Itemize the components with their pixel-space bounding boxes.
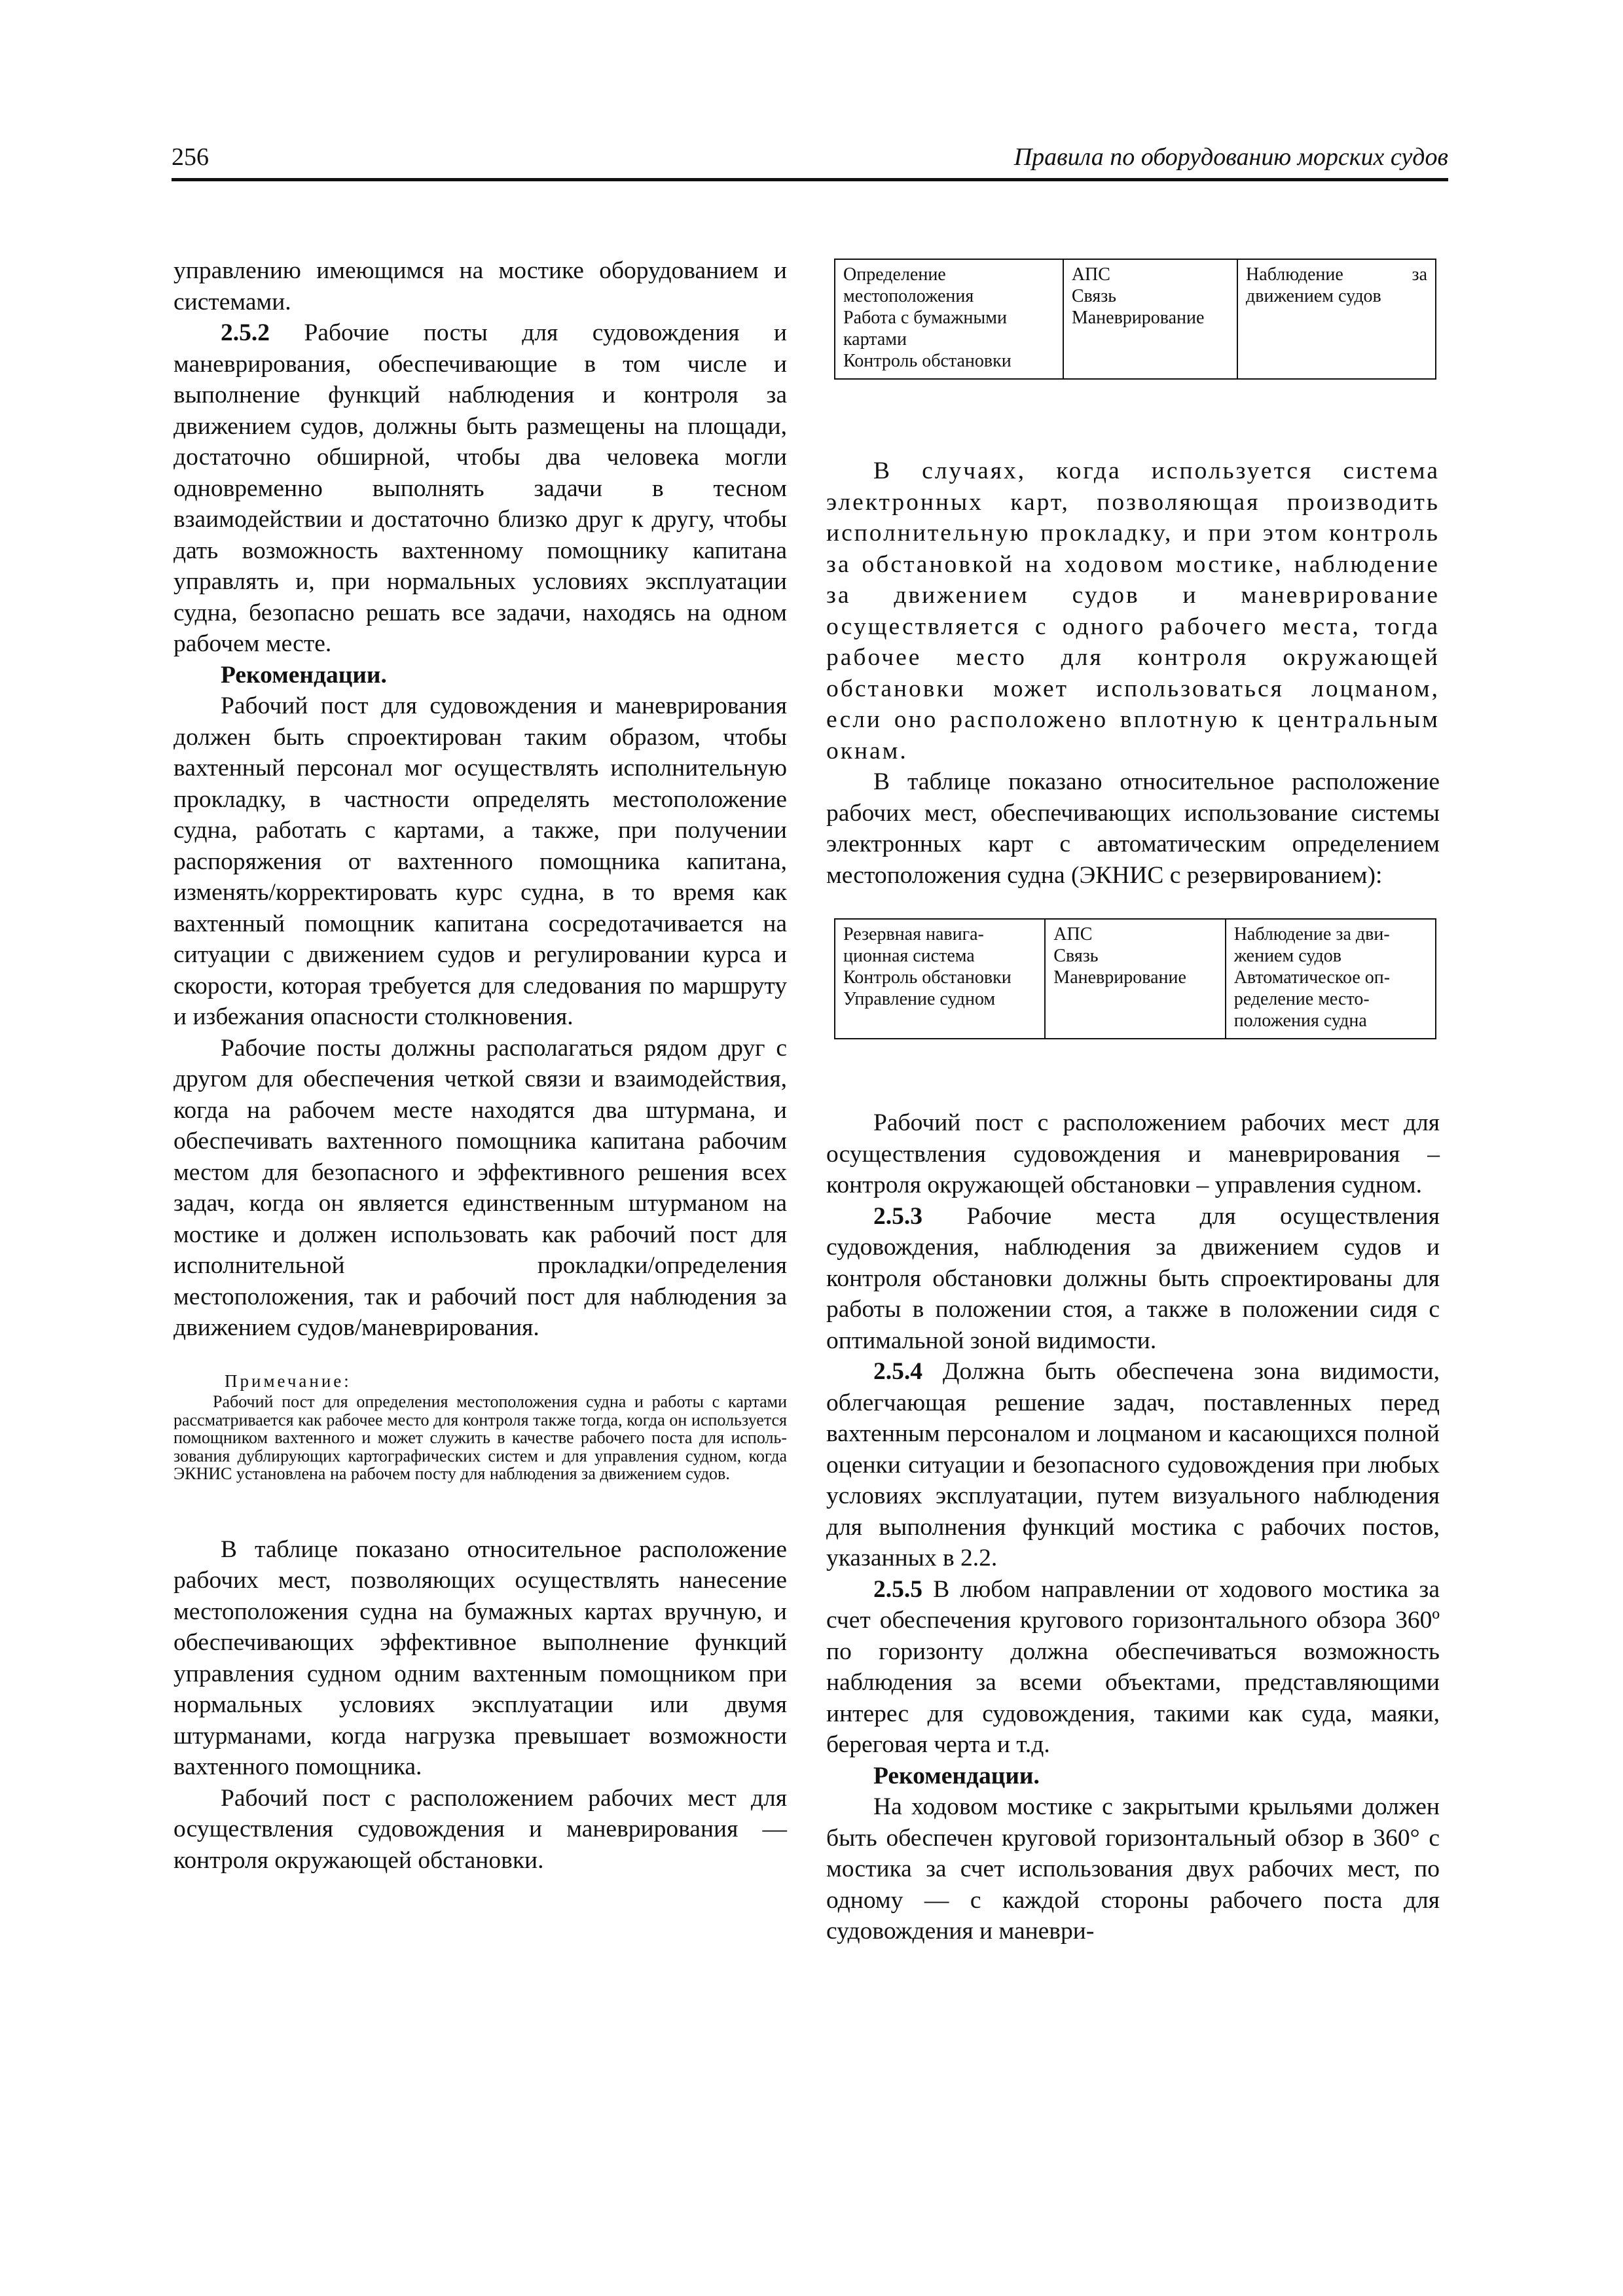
spacer xyxy=(826,380,1440,456)
paragraph-2-5-5 xyxy=(826,1574,1440,1761)
cell-line: Управление судном xyxy=(843,989,996,1009)
spacer xyxy=(826,1039,1440,1107)
right-column xyxy=(826,255,1440,1947)
paragraph: Рабочий пост с расположением рабочих мест для осуществления судовождения и маневрирования — контроля окружающей обстановки. xyxy=(173,1784,787,1874)
paragraph: В таблице показано относительное расположение рабочих мест, позволяющих осуществлять нанесение местоположения судна на бумажных картах вручную, и обеспечивающих эффективное выполнение функций управления судном одним вахтенным помощником при нормальных условиях эксплуатации или двумя штурманами, когда нагрузка превышает возможности вахтенного помощника. xyxy=(173,1535,787,1780)
paragraph-2-5-4 xyxy=(826,1356,1440,1574)
cell-line: Наблюдение за xyxy=(1246,264,1427,285)
cell-line: положения судна xyxy=(1233,1011,1367,1031)
workstation-table-ecdis xyxy=(834,918,1436,1039)
cell-line: Автоматическое оп- xyxy=(1233,967,1391,988)
paragraph-text: В любом направлении от ходового мостика за счет обеспечения кругового горизонтального обзора 360º по горизонту должна обеспечиваться возможность наблюдения за всеми объектами, представляющими интерес для судовождения, такими как суда, маяки, береговая черта и т.д. xyxy=(826,1575,1440,1758)
page-number: 256 xyxy=(172,143,209,171)
cell-line: Наблюдение за дви- xyxy=(1233,924,1390,944)
cell-line: Резервная навига- xyxy=(843,924,984,944)
paragraph-2-5-3 xyxy=(826,1201,1440,1357)
cell-line: Связь xyxy=(1071,286,1117,306)
paragraph-text: Рабочие места для осуществления судовождения, наблюдения за движением судов и контроля обстановки должны быть спроектированы для работы в положении стоя, а также в положении сидя с оптимальной зоной видимости. xyxy=(826,1202,1440,1354)
page-header xyxy=(172,143,1448,183)
section-number: 2.5.4 xyxy=(873,1358,922,1385)
paragraph: Рабочий пост с расположением рабочих мест для осуществления судовождения и маневрирования – контроля окружающей обстановки – управления судном. xyxy=(826,1109,1440,1198)
cell-line: местоположения xyxy=(843,286,974,306)
paragraph: управлению имеющимся на мостике оборудованием и системами. xyxy=(173,257,787,315)
section-number: 2.5.2 xyxy=(221,319,270,346)
recommendations-heading: Рекомендации. xyxy=(873,1762,1040,1789)
header-rule xyxy=(172,178,1448,181)
section-number: 2.5.5 xyxy=(873,1575,922,1603)
table-cell xyxy=(1237,259,1436,379)
table-cell xyxy=(1063,259,1237,379)
cell-line: движением судов xyxy=(1246,286,1381,306)
paragraph: Рабочий пост для судовождения и маневрирования должен быть спроектирован таким образом, чтобы вахтенный персонал мог осуществлять исполнительную прокладку, в частности определять местоположение судна, работать с картами, а также, при получении распоряжения от вахтенного помощника капитана, изменять/корректировать курс судна, в то время как вахтенный помощник капитана сосредотачивается на ситуации с движением судов и регулировании курса и скорости, которая требуется для следования по маршруту и избежания опасности столкновения. xyxy=(173,692,787,1030)
paragraph-text: Рабочие посты для судовождения и маневрирования, обеспечивающие в том числе и выполнение функций наблюдения и контроля за движением судов, должны быть размещены на площади, достаточно обширной, чтобы два человека могли одновременно выполнять задачи в тесном взаимодействии и достаточно близко друг к другу, чтобы дать возможность вахтенному помощнику капитана управлять и, при нормальных условиях эксплуатации судна, безопасно решать все задачи, находясь на одном рабочем месте. xyxy=(173,319,787,657)
table-cell xyxy=(1226,919,1436,1039)
recommendations-heading: Рекомендации. xyxy=(221,661,387,689)
cell-line: Контроль обстановки xyxy=(843,967,1012,988)
paragraph: Рабочие посты должны располагаться рядом друг с другом для обеспечения четкой связи и взаимодействия, когда на рабочем месте находятся два штурмана, и обеспечивать вахтенного помощника капитана рабочим местом для безопасного и эффективного решения всех задач, когда он является единственным штурманом на мостике и должен использовать как рабочий пост для исполнительной прокладки/определения местоположения, так и рабочий пост для наблюдения за движением судов/маневрирования. xyxy=(173,1034,787,1341)
paragraph: В случаях, когда используется система электронных карт, позволяющая производить исполнительную прокладку, и при этом контроль за обстановкой на ходовом мостике, наблюдение за движением судов и маневрирование осуществляется с одного рабочего места, тогда рабочее место для контроля окружающей обстановки может использоваться лоцманом, если оно расположено вплотную к центральным окнам. xyxy=(826,457,1440,764)
table-cell xyxy=(835,259,1063,379)
note-text: Рабочий пост для определения местоположения судна и работы с картами рассматривается как рабочее место для контроля также тогда, когда он используется помощником вахтенного и может служить в качестве рабочего поста для исполь-зования дублирующих картографических систем и для управления судном, когда ЭКНИС установлена на рабочем посту для наблюдения за движением судов. xyxy=(173,1392,787,1483)
cell-line: АПС xyxy=(1053,924,1093,944)
cell-line: ределение место- xyxy=(1233,989,1370,1009)
cell-line: Связь xyxy=(1053,946,1099,966)
spacer xyxy=(173,1483,787,1534)
left-column xyxy=(173,255,787,1876)
cell-line: Определение xyxy=(843,264,946,285)
cell-line: жением судов xyxy=(1233,946,1341,966)
cell-line: Маневрирование xyxy=(1071,308,1205,328)
cell-line: ционная система xyxy=(843,946,975,966)
cell-line: Контроль обстановки xyxy=(843,351,1012,371)
running-title: Правила по оборудованию морских судов xyxy=(1013,143,1448,171)
note-block xyxy=(173,1372,787,1483)
note-title: Примечание: xyxy=(225,1371,352,1391)
table-cell xyxy=(1045,919,1225,1039)
table-cell xyxy=(835,919,1045,1039)
cell-line: картами xyxy=(843,329,907,350)
paragraph-2-5-2 xyxy=(173,317,787,660)
table-row xyxy=(835,919,1436,1039)
cell-line: АПС xyxy=(1071,264,1110,285)
paragraph-text: Должна быть обеспечена зона видимости, облегчающая решение задач, поставленных перед вахтенным персоналом и лоцманом и касающихся полной оценки ситуации и безопасного судовождения при любых условиях эксплуатации, путем визуального наблюдения для выполнения функций мостика с рабочих постов, указанных в 2.2. xyxy=(826,1358,1440,1571)
cell-line: Работа с бумажными xyxy=(843,308,1007,328)
paragraph: В таблице показано относительное расположение рабочих мест, обеспечивающих использование системы электронных карт с автоматическим определением местоположения судна (ЭКНИС с резервированием): xyxy=(826,768,1440,889)
table-row xyxy=(835,259,1436,379)
section-number: 2.5.3 xyxy=(873,1202,922,1230)
paragraph: На ходовом мостике с закрытыми крыльями должен быть обеспечен круговой горизонтальный обзор в 360° с мостика за счет использования двух рабочих мест, по одному — с каждой стороны рабочего поста для судовождения и маневри- xyxy=(826,1793,1440,1945)
cell-line: Маневрирование xyxy=(1053,967,1186,988)
workstation-table-paper-charts xyxy=(834,259,1436,380)
